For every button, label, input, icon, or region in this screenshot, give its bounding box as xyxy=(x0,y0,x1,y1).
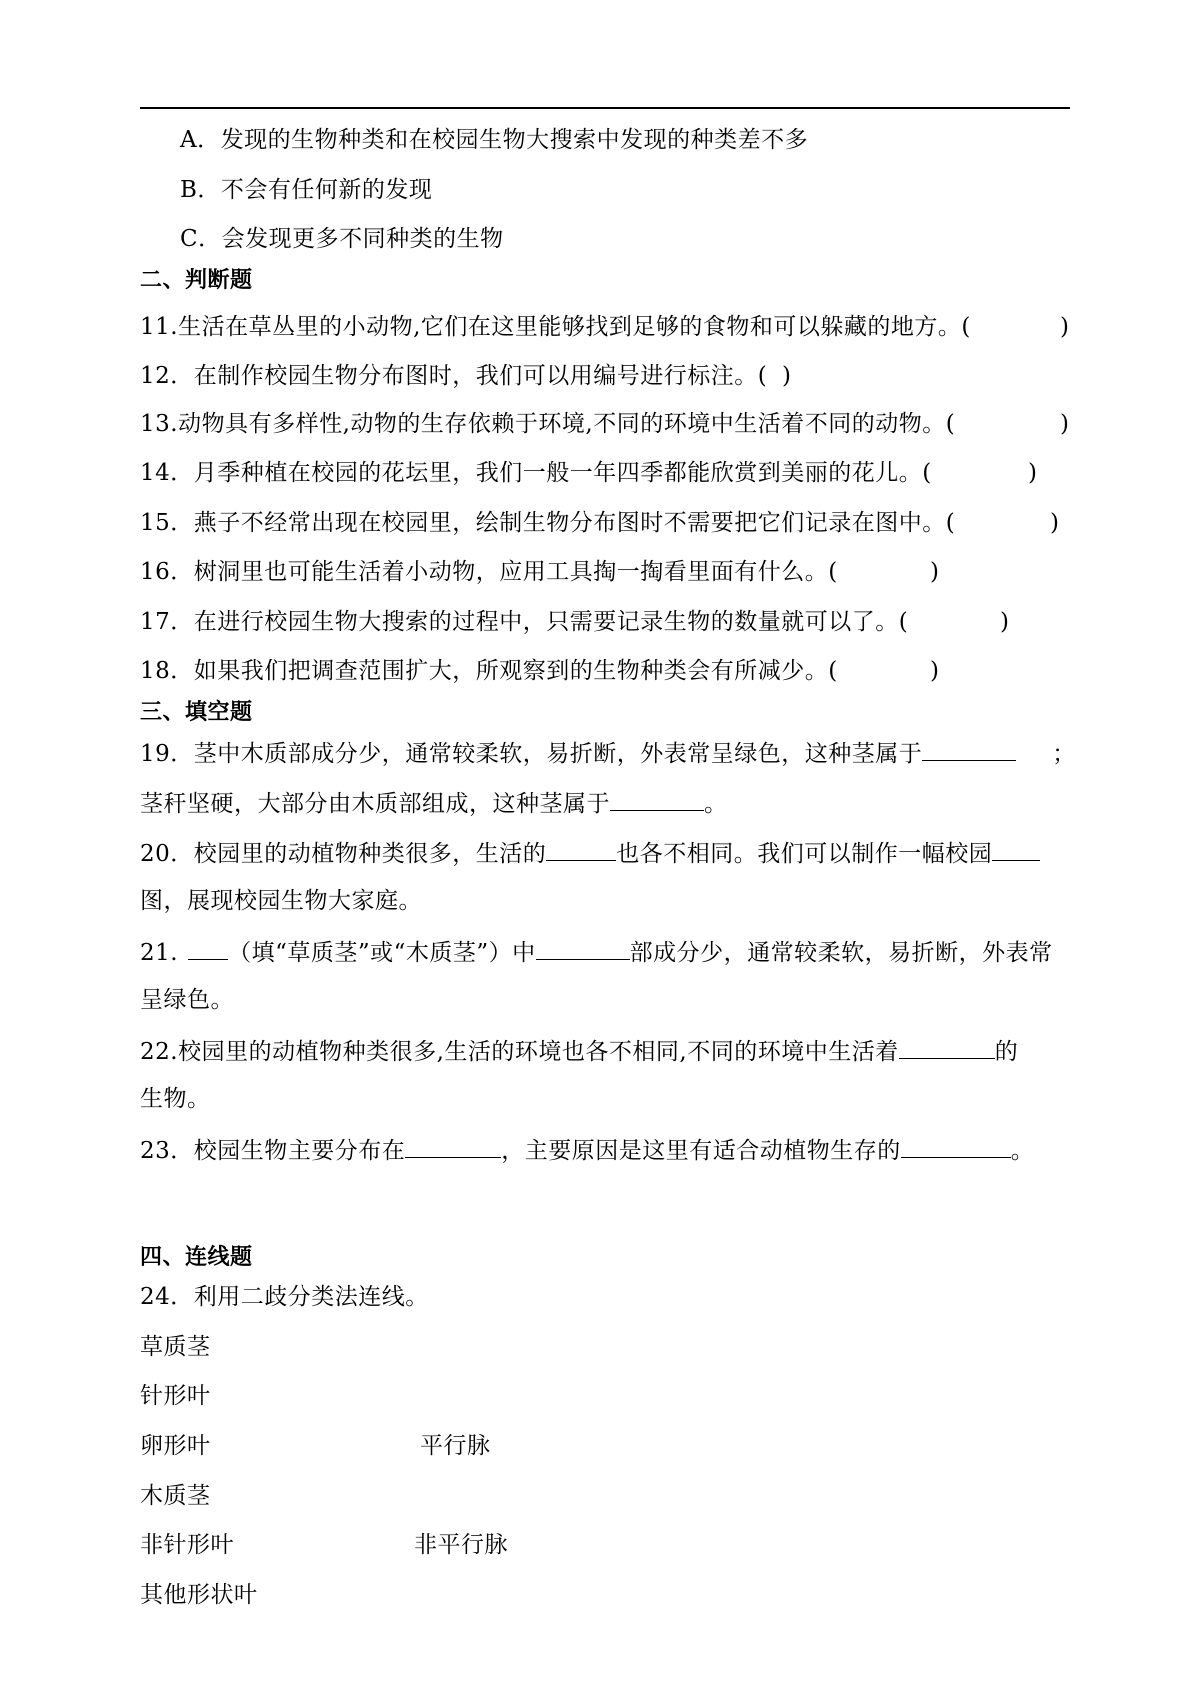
question-23 xyxy=(140,1133,1034,1167)
question-text: 21. xyxy=(140,940,179,966)
answer-blank[interactable] xyxy=(899,1034,995,1059)
question-text: 呈绿色。 xyxy=(140,987,234,1013)
question-15 xyxy=(140,507,1070,539)
question-12 xyxy=(140,360,1070,392)
match-right-item[interactable]: 平行脉 xyxy=(420,1433,491,1459)
option-a: A．发现的生物种类和在校园生物大搜索中发现的种类差不多 xyxy=(180,127,809,153)
question-text: 20．校园里的动植物种类很多，生活的 xyxy=(140,841,547,867)
question-text: 。 xyxy=(704,791,728,817)
question-16 xyxy=(140,556,1070,588)
question-21-line-2 xyxy=(140,984,234,1016)
match-left-item[interactable]: 非针形叶 xyxy=(140,1532,234,1558)
question-text: 图，展现校园生物大家庭。 xyxy=(140,888,422,914)
answer-paren-close: ) xyxy=(930,559,940,585)
question-24: 24．利用二歧分类法连线。 xyxy=(140,1284,429,1310)
question-18 xyxy=(140,655,1070,687)
question-14 xyxy=(140,457,1070,489)
question-text: ； xyxy=(1052,741,1076,767)
match-left-item[interactable]: 草质茎 xyxy=(140,1334,211,1360)
answer-blank[interactable] xyxy=(188,935,228,960)
answer-blank[interactable] xyxy=(901,1133,1011,1158)
answer-blank[interactable] xyxy=(536,935,630,960)
answer-paren-close: ) xyxy=(1060,314,1070,340)
question-22-line-1 xyxy=(140,1034,1018,1068)
match-left-item[interactable]: 针形叶 xyxy=(140,1383,211,1409)
question-text: 22.校园里的动植物种类很多,生活的环境也各不相同,不同的环境中生活着 xyxy=(140,1039,899,1065)
question-text: 15．燕子不经常出现在校园里，绘制生物分布图时不需要把它们记录在图中。( xyxy=(140,510,956,536)
question-text: 11.生活在草丛里的小动物,它们在这里能够找到足够的食物和可以躲藏的地方。( xyxy=(140,314,971,340)
question-text: 14．月季种植在校园的花坛里，我们一般一年四季都能欣赏到美丽的花儿。( xyxy=(140,460,932,486)
answer-paren-close: ) xyxy=(1050,510,1060,536)
answer-blank[interactable] xyxy=(922,736,1016,761)
question-17 xyxy=(140,606,1070,638)
question-21-line-1 xyxy=(140,935,1053,969)
question-text: 18．如果我们把调查范围扩大，所观察到的生物种类会有所减少。( xyxy=(140,658,838,684)
question-text: 13.动物具有多样性,动物的生存依赖于环境,不同的环境中生活着不同的动物。( xyxy=(140,411,956,437)
option-b: B．不会有任何新的发现 xyxy=(180,177,433,203)
question-13 xyxy=(140,408,1070,440)
answer-paren-close: ) xyxy=(930,658,940,684)
question-text: 生物。 xyxy=(140,1086,211,1112)
question-text: 17．在进行校园生物大搜索的过程中，只需要记录生物的数量就可以了。( xyxy=(140,609,909,635)
question-22-line-2 xyxy=(140,1083,211,1115)
question-text: 的 xyxy=(994,1039,1019,1065)
question-text: 也各不相同。我们可以制作一幅校园 xyxy=(616,841,993,867)
top-rule xyxy=(140,107,1070,109)
question-text: 茎秆坚硬，大部分由木质部组成，这种茎属于 xyxy=(140,791,610,817)
question-text: （填“草质茎”或“木质茎”）中 xyxy=(228,940,536,966)
question-text: ，主要原因是这里有适合动植物生存的 xyxy=(501,1138,901,1164)
question-text: 。 xyxy=(1010,1138,1035,1164)
question-20-line-2 xyxy=(140,885,422,917)
question-text: 部成分少，通常较柔软，易折断，外表常 xyxy=(629,940,1053,966)
answer-blank[interactable] xyxy=(992,836,1040,861)
match-right-item[interactable]: 非平行脉 xyxy=(414,1532,508,1558)
question-text: 19．茎中木质部成分少，通常较柔软，易折断，外表常呈绿色，这种茎属于 xyxy=(140,741,923,767)
match-left-item[interactable]: 木质茎 xyxy=(140,1483,211,1509)
question-text: 12．在制作校园生物分布图时，我们可以用编号进行标注。( xyxy=(140,363,768,389)
option-c: C．会发现更多不同种类的生物 xyxy=(180,226,504,252)
match-left-item[interactable]: 其他形状叶 xyxy=(140,1582,258,1608)
section-title-judgement: 二、判断题 xyxy=(140,268,253,293)
match-left-item[interactable]: 卵形叶 xyxy=(140,1433,211,1459)
answer-paren-close: ) xyxy=(782,363,792,389)
question-text: 16．树洞里也可能生活着小动物，应用工具掏一掏看里面有什么。( xyxy=(140,559,838,585)
answer-paren-close: ) xyxy=(1000,609,1010,635)
answer-blank[interactable] xyxy=(610,786,704,811)
answer-blank[interactable] xyxy=(405,1133,501,1158)
question-20-line-1 xyxy=(140,836,1040,870)
question-11 xyxy=(140,311,1070,343)
question-19-line-2 xyxy=(140,786,728,820)
question-19-line-1 xyxy=(140,736,1076,770)
answer-paren-close: ) xyxy=(1060,411,1070,437)
section-title-matching: 四、连线题 xyxy=(140,1245,253,1270)
section-title-fill-blank: 三、填空题 xyxy=(140,700,253,725)
answer-blank[interactable] xyxy=(546,836,616,861)
question-text: 23．校园生物主要分布在 xyxy=(140,1138,406,1164)
answer-paren-close: ) xyxy=(1028,460,1038,486)
